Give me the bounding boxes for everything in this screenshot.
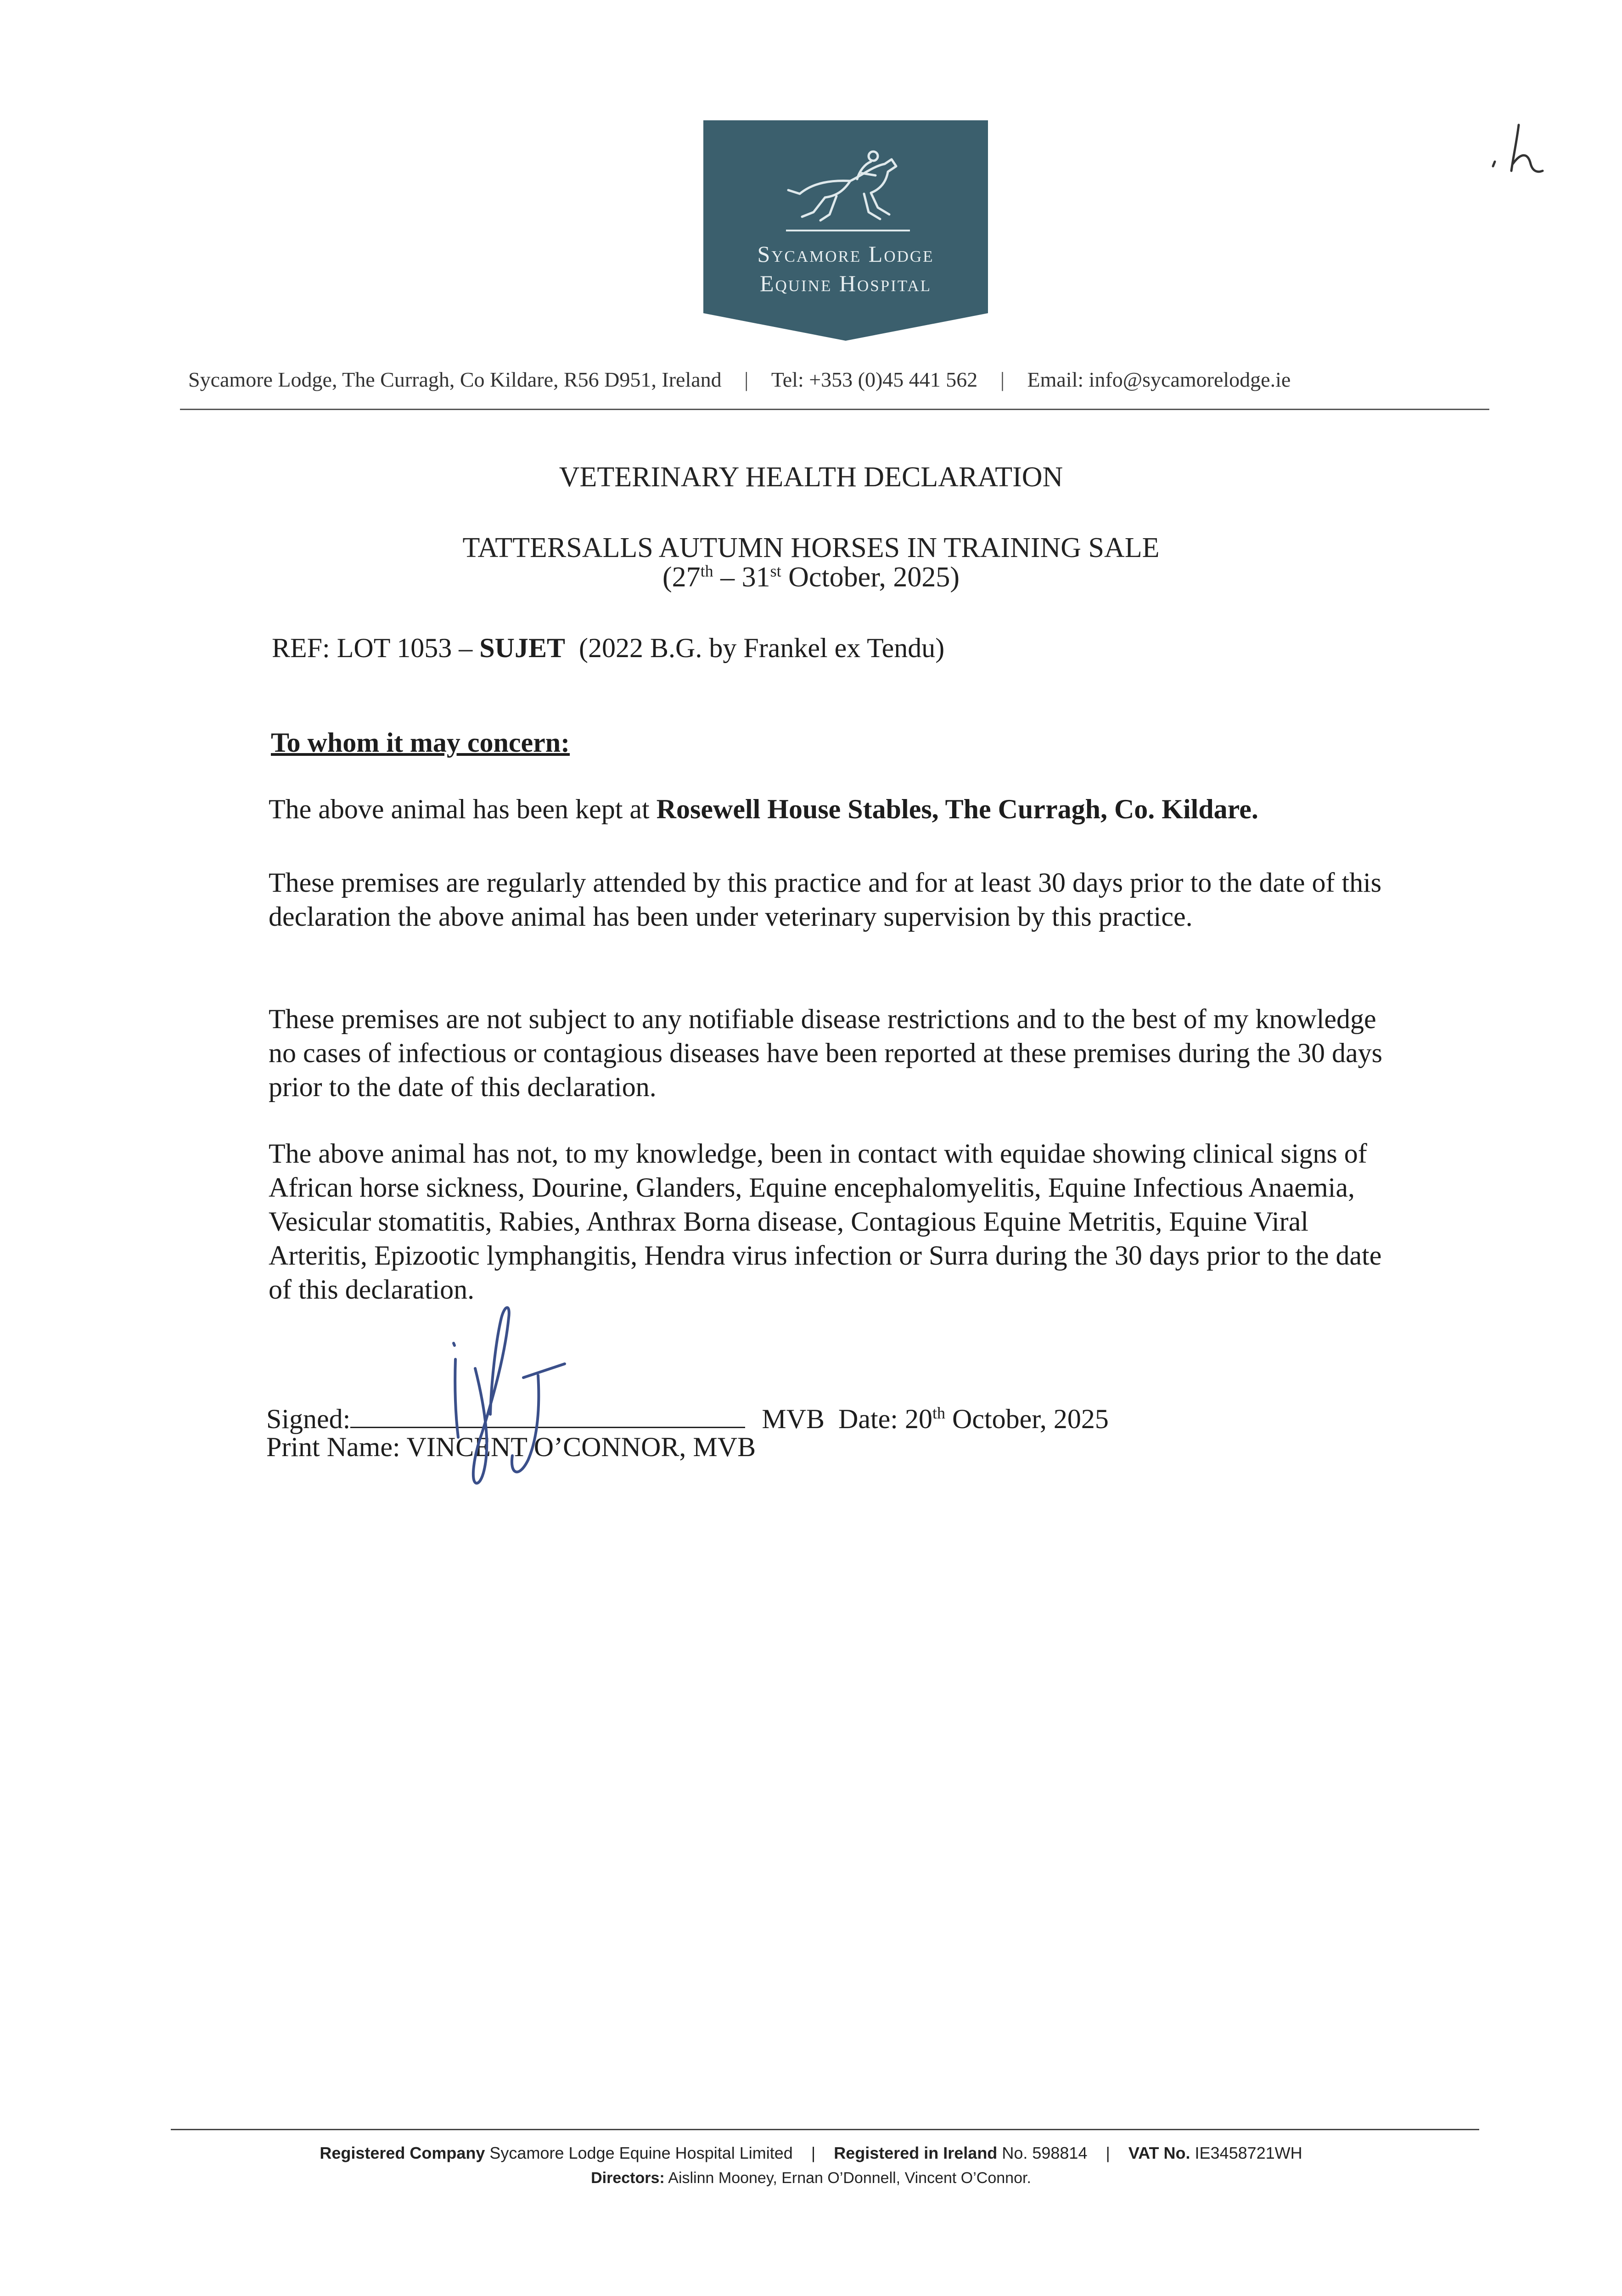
lot-reference bbox=[272, 631, 1465, 665]
footer-directors-label: Directors: bbox=[591, 2169, 665, 2187]
footer-reg-company-label: Registered Company bbox=[320, 2144, 485, 2162]
sale-dates-open: (27 bbox=[662, 562, 701, 593]
letterhead-email: Email: info@sycamorelodge.ie bbox=[1027, 368, 1291, 391]
letterhead-contact bbox=[188, 367, 1492, 400]
letterhead-rule bbox=[180, 409, 1489, 410]
ref-details: (2022 B.G. by Frankel ex Tendu) bbox=[565, 633, 945, 663]
letterhead-tel: Tel: +353 (0)45 441 562 bbox=[771, 368, 978, 391]
footer-separator: | bbox=[811, 2144, 816, 2162]
footer-vat-number: IE3458721WH bbox=[1190, 2144, 1302, 2162]
paragraph-supervision: These premises are regularly attended by this practice and for at least 30 days prior to the date of this declaration the above animal has been under veterinary supervision by this practice. bbox=[269, 867, 1382, 932]
sale-dates bbox=[0, 561, 1622, 594]
sale-name: TATTERSALLS AUTUMN HORSES IN TRAINING SALE bbox=[462, 532, 1160, 563]
sale-dates-sup1: th bbox=[700, 562, 713, 580]
footer-rule bbox=[171, 2129, 1479, 2130]
print-name: VINCENT O’CONNOR, MVB bbox=[406, 1432, 756, 1462]
logo-name-line2: Equine Hospital bbox=[759, 270, 932, 296]
footer-directors bbox=[0, 2169, 1622, 2187]
letterhead-address: Sycamore Lodge, The Curragh, Co Kildare, R56 D951, Ireland bbox=[188, 368, 722, 391]
letterhead-separator: | bbox=[1000, 368, 1005, 391]
footer-reg-ireland-label: Registered in Ireland bbox=[834, 2144, 998, 2162]
footer-registration bbox=[0, 2144, 1622, 2163]
paragraph-contact: The above animal has not, to my knowledge, been in contact with equidae showing clinical signs of African horse sickness, Dourine, Glanders, Equine encephalomyelitis, Equine Infectious Anaemia, Vesicular stomatitis, Rabies, Anthrax Borna disease, Contagious Equine Metritis, Equine Viral Arteritis, Epizootic lymphangitis, Hendra virus infection or Surra during the 30 days prior to the date of this declaration. bbox=[269, 1138, 1382, 1305]
letterhead-separator: | bbox=[744, 368, 749, 391]
footer-directors-names: Aislinn Mooney, Ernan O’Donnell, Vincent O’Connor. bbox=[664, 2169, 1031, 2187]
ref-horse-name: SUJET bbox=[479, 633, 566, 663]
document-title: VETERINARY HEALTH DECLARATION bbox=[559, 461, 1063, 493]
logo-divider bbox=[786, 230, 910, 231]
paragraph-premises-text: The above animal has been kept at bbox=[269, 794, 657, 824]
date-label: Date: 20 bbox=[838, 1404, 932, 1434]
footer-separator: | bbox=[1106, 2144, 1110, 2162]
sale-dates-sup2: st bbox=[770, 562, 781, 580]
racehorse-jockey-icon bbox=[781, 139, 910, 226]
footer-reg-number: No. 598814 bbox=[997, 2144, 1088, 2162]
date-sup: th bbox=[932, 1404, 945, 1422]
hospital-logo bbox=[703, 120, 988, 346]
premises-name: Rosewell House Stables, The Curragh, Co. Kildare. bbox=[656, 794, 1258, 824]
logo-name-line1: Sycamore Lodge bbox=[757, 241, 934, 267]
signed-label: Signed: bbox=[266, 1404, 351, 1434]
footer-reg-company: Sycamore Lodge Equine Hospital Limited bbox=[485, 2144, 793, 2162]
sale-dates-close: October, 2025) bbox=[781, 562, 960, 593]
paragraph-premises bbox=[269, 792, 1462, 826]
handwritten-page-mark bbox=[1491, 120, 1565, 191]
signature-icon bbox=[432, 1300, 597, 1502]
handwritten-mark-icon bbox=[1491, 120, 1565, 189]
ref-prefix: REF: LOT 1053 – bbox=[272, 633, 480, 663]
paragraph-restrictions: These premises are not subject to any notifiable disease restrictions and to the best of my knowledge no cases of infectious or contagious diseases have been reported at these premises during the 30 days prior to the date of this declaration. bbox=[269, 1004, 1382, 1102]
salutation: To whom it may concern: bbox=[271, 727, 570, 758]
logo-pennant-point bbox=[703, 313, 988, 341]
print-name-label: Print Name: bbox=[266, 1432, 407, 1462]
date-rest: October, 2025 bbox=[945, 1404, 1109, 1434]
handwritten-signature bbox=[432, 1300, 597, 1504]
footer-vat-label: VAT No. bbox=[1128, 2144, 1190, 2162]
signer-qualification: MVB bbox=[762, 1404, 825, 1434]
sale-dates-mid: – 31 bbox=[713, 562, 770, 593]
